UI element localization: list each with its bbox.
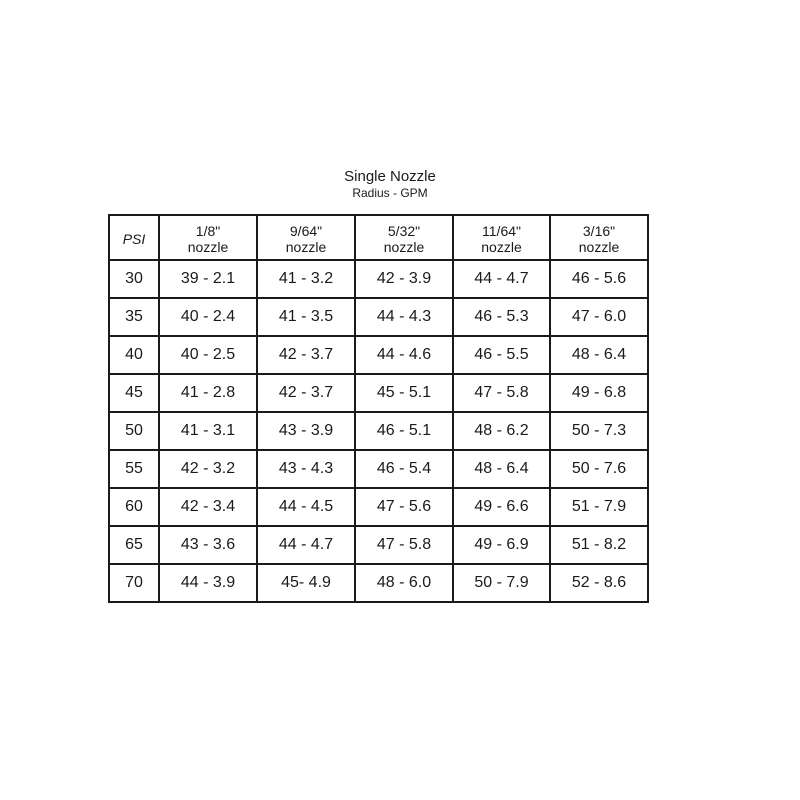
table-cell: 45- 4.9	[257, 564, 355, 602]
table-cell: 44 - 4.7	[257, 526, 355, 564]
table-cell: 44 - 4.5	[257, 488, 355, 526]
psi-cell: 60	[109, 488, 159, 526]
table-cell: 51 - 8.2	[550, 526, 648, 564]
table-cell: 43 - 4.3	[257, 450, 355, 488]
column-header	[355, 215, 453, 260]
table-cell: 50 - 7.9	[453, 564, 550, 602]
header-row	[109, 215, 648, 260]
table-cell: 50 - 7.3	[550, 412, 648, 450]
table-row	[109, 374, 648, 412]
page-subtitle: Radius - GPM	[352, 186, 428, 200]
psi-cell: 35	[109, 298, 159, 336]
table-cell: 48 - 6.4	[550, 336, 648, 374]
table-cell: 49 - 6.9	[453, 526, 550, 564]
nozzle-size: 5/32"	[387, 222, 421, 239]
table-cell: 46 - 5.1	[355, 412, 453, 450]
nozzle-unit: nozzle	[187, 238, 229, 255]
table-cell: 48 - 6.0	[355, 564, 453, 602]
nozzle-unit: nozzle	[285, 238, 327, 255]
table-row	[109, 488, 648, 526]
nozzle-unit: nozzle	[578, 238, 620, 255]
table-cell: 47 - 5.8	[453, 374, 550, 412]
column-header	[550, 215, 648, 260]
psi-cell: 65	[109, 526, 159, 564]
table-cell: 46 - 5.3	[453, 298, 550, 336]
table-cell: 47 - 6.0	[550, 298, 648, 336]
nozzle-size: 11/64"	[482, 222, 521, 239]
table-cell: 43 - 3.9	[257, 412, 355, 450]
table-cell: 42 - 3.9	[355, 260, 453, 298]
table-cell: 49 - 6.6	[453, 488, 550, 526]
psi-cell: 50	[109, 412, 159, 450]
table-cell: 52 - 8.6	[550, 564, 648, 602]
nozzle-size: 3/16"	[582, 222, 616, 239]
column-header	[257, 215, 355, 260]
table-cell: 46 - 5.4	[355, 450, 453, 488]
table-cell: 44 - 4.3	[355, 298, 453, 336]
nozzle-size: 9/64"	[289, 222, 323, 239]
table-cell: 48 - 6.2	[453, 412, 550, 450]
psi-cell: 55	[109, 450, 159, 488]
table-cell: 45 - 5.1	[355, 374, 453, 412]
nozzle-table	[108, 214, 649, 603]
table-cell: 46 - 5.6	[550, 260, 648, 298]
table-cell: 40 - 2.4	[159, 298, 257, 336]
column-header	[159, 215, 257, 260]
table-row	[109, 336, 648, 374]
table-row	[109, 450, 648, 488]
psi-header: PSI	[109, 215, 159, 260]
table-cell: 40 - 2.5	[159, 336, 257, 374]
table-row	[109, 298, 648, 336]
table-cell: 47 - 5.8	[355, 526, 453, 564]
nozzle-size: 1/8"	[195, 222, 221, 239]
table-cell: 41 - 2.8	[159, 374, 257, 412]
table-cell: 39 - 2.1	[159, 260, 257, 298]
psi-cell: 30	[109, 260, 159, 298]
table-cell: 43 - 3.6	[159, 526, 257, 564]
table-cell: 42 - 3.7	[257, 336, 355, 374]
table-row	[109, 564, 648, 602]
table-cell: 41 - 3.5	[257, 298, 355, 336]
table-row	[109, 526, 648, 564]
table-cell: 49 - 6.8	[550, 374, 648, 412]
column-header	[453, 215, 550, 260]
table-cell: 41 - 3.1	[159, 412, 257, 450]
table-cell: 50 - 7.6	[550, 450, 648, 488]
table-cell: 42 - 3.2	[159, 450, 257, 488]
table-cell: 48 - 6.4	[453, 450, 550, 488]
table-cell: 44 - 4.6	[355, 336, 453, 374]
table-row	[109, 412, 648, 450]
table-cell: 44 - 4.7	[453, 260, 550, 298]
psi-cell: 45	[109, 374, 159, 412]
table-cell: 44 - 3.9	[159, 564, 257, 602]
table-cell: 51 - 7.9	[550, 488, 648, 526]
page-title: Single Nozzle	[344, 168, 436, 185]
table-cell: 42 - 3.7	[257, 374, 355, 412]
nozzle-unit: nozzle	[383, 238, 425, 255]
table-cell: 47 - 5.6	[355, 488, 453, 526]
table-row	[109, 260, 648, 298]
nozzle-unit: nozzle	[481, 238, 522, 255]
psi-cell: 70	[109, 564, 159, 602]
table-cell: 41 - 3.2	[257, 260, 355, 298]
psi-cell: 40	[109, 336, 159, 374]
table-cell: 46 - 5.5	[453, 336, 550, 374]
table-cell: 42 - 3.4	[159, 488, 257, 526]
